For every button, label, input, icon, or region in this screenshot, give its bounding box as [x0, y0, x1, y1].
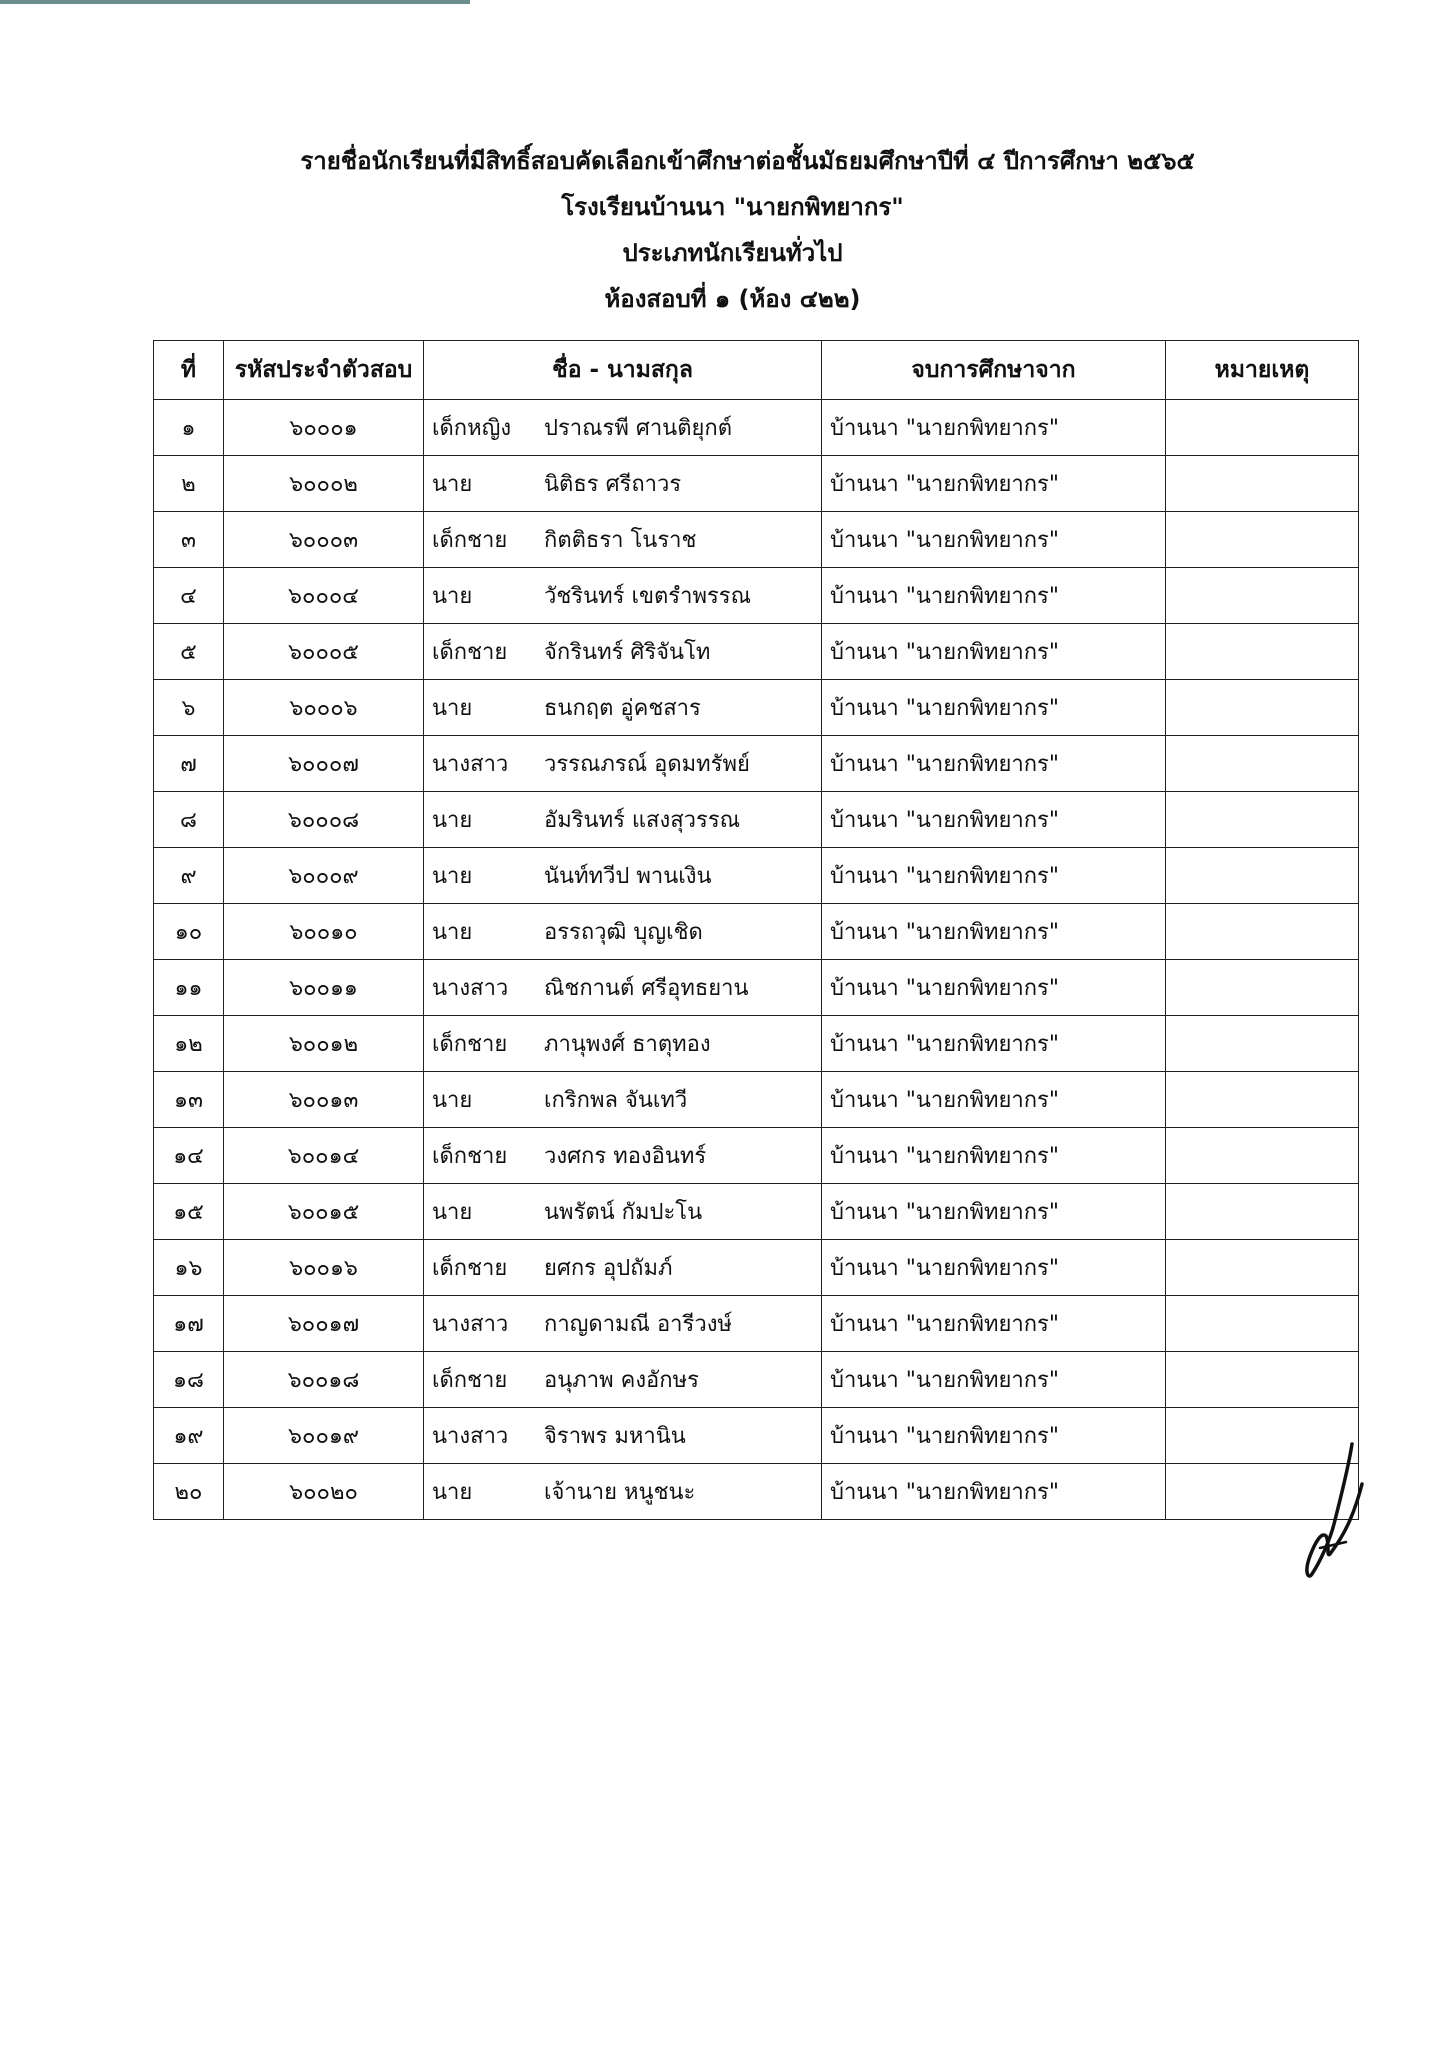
heading-title: รายชื่อนักเรียนที่มีสิทธิ์สอบคัดเลือกเข้าศึกษาต่อชั้นมัธยมศึกษาปีที่ ๔ ปีการศึกษา ๒๕๖๕ — [300, 147, 1195, 175]
heading-exam-room: ห้องสอบที่ ๑ (ห้อง ๔๒๒) — [604, 285, 861, 313]
table-row — [154, 960, 1359, 1016]
table-row — [154, 848, 1359, 904]
student-name-wrap — [432, 858, 821, 893]
name-prefix: เด็กชาย — [432, 1368, 508, 1393]
header-remark: หมายเหตุ — [1166, 341, 1359, 400]
table-row — [154, 1128, 1359, 1184]
table-row — [154, 1464, 1359, 1520]
student-name-cell — [424, 1128, 822, 1184]
student-name: ธนกฤต อู่คชสาร — [544, 696, 701, 721]
student-name-wrap — [432, 1474, 821, 1509]
student-name-cell — [424, 1240, 822, 1296]
previous-school: บ้านนา "นายกพิทยากร" — [822, 1016, 1166, 1072]
exam-code: ๖๐๐๑๙ — [224, 1408, 424, 1464]
exam-code: ๖๐๐๐๖ — [224, 680, 424, 736]
remark — [1166, 1016, 1359, 1072]
name-prefix: นาย — [432, 472, 473, 497]
previous-school: บ้านนา "นายกพิทยากร" — [822, 680, 1166, 736]
previous-school: บ้านนา "นายกพิทยากร" — [822, 960, 1166, 1016]
heading-category: ประเภทนักเรียนทั่วไป — [622, 239, 843, 267]
exam-code: ๖๐๐๐๓ — [224, 512, 424, 568]
remark — [1166, 848, 1359, 904]
student-name-wrap — [432, 578, 821, 613]
name-prefix: นาย — [432, 696, 473, 721]
student-name-wrap — [432, 522, 821, 557]
remark — [1166, 1072, 1359, 1128]
name-prefix: นางสาว — [432, 752, 509, 777]
exam-code: ๖๐๐๐๗ — [224, 736, 424, 792]
exam-code: ๖๐๐๑๕ — [224, 1184, 424, 1240]
exam-code: ๖๐๐๐๔ — [224, 568, 424, 624]
exam-code: ๖๐๐๑๘ — [224, 1352, 424, 1408]
previous-school: บ้านนา "นายกพิทยากร" — [822, 792, 1166, 848]
remark — [1166, 1128, 1359, 1184]
student-name-cell — [424, 1352, 822, 1408]
table-body — [154, 400, 1359, 1520]
student-name: วรรณภรณ์ อุดมทรัพย์ — [544, 752, 750, 777]
student-name-cell — [424, 792, 822, 848]
student-name: นิติธร ศรีถาวร — [544, 472, 682, 497]
name-prefix: นางสาว — [432, 976, 509, 1001]
student-name-cell — [424, 1184, 822, 1240]
student-name-wrap — [432, 1138, 821, 1173]
student-name: เกริกพล จันเทวี — [544, 1088, 688, 1113]
header-no: ที่ — [154, 341, 224, 400]
row-number: ๑ — [154, 400, 224, 456]
previous-school: บ้านนา "นายกพิทยากร" — [822, 456, 1166, 512]
student-name-cell — [424, 1464, 822, 1520]
name-prefix: นางสาว — [432, 1424, 509, 1449]
student-name: อัมรินทร์ แสงสุวรรณ — [544, 808, 741, 833]
table-row — [154, 568, 1359, 624]
row-number: ๒ — [154, 456, 224, 512]
student-name: อรรถวุฒิ บุญเชิด — [544, 920, 703, 945]
row-number: ๔ — [154, 568, 224, 624]
remark — [1166, 400, 1359, 456]
exam-code: ๖๐๐๑๐ — [224, 904, 424, 960]
name-prefix: นาย — [432, 864, 473, 889]
exam-code: ๖๐๐๑๓ — [224, 1072, 424, 1128]
student-name-wrap — [432, 1026, 821, 1061]
previous-school: บ้านนา "นายกพิทยากร" — [822, 1464, 1166, 1520]
name-prefix: เด็กชาย — [432, 1032, 508, 1057]
row-number: ๑๕ — [154, 1184, 224, 1240]
student-name-wrap — [432, 914, 821, 949]
exam-code: ๖๐๐๐๑ — [224, 400, 424, 456]
row-number: ๘ — [154, 792, 224, 848]
row-number: ๑๖ — [154, 1240, 224, 1296]
remark — [1166, 512, 1359, 568]
student-name: กิตติธรา โนราช — [544, 528, 697, 553]
row-number: ๑๘ — [154, 1352, 224, 1408]
row-number: ๕ — [154, 624, 224, 680]
student-name-wrap — [432, 970, 821, 1005]
student-name: ภานุพงศ์ ธาตุทอง — [544, 1032, 711, 1057]
exam-code: ๖๐๐๐๒ — [224, 456, 424, 512]
student-name: จิราพร มหานิน — [544, 1424, 686, 1449]
name-prefix: เด็กชาย — [432, 1256, 508, 1281]
table-row — [154, 400, 1359, 456]
heading-school: โรงเรียนบ้านนา "นายกพิทยากร" — [561, 193, 904, 221]
row-number: ๗ — [154, 736, 224, 792]
previous-school: บ้านนา "นายกพิทยากร" — [822, 512, 1166, 568]
remark — [1166, 680, 1359, 736]
exam-code: ๖๐๐๐๙ — [224, 848, 424, 904]
table-row — [154, 680, 1359, 736]
header-name: ชื่อ - นามสกุล — [424, 341, 822, 400]
remark — [1166, 904, 1359, 960]
previous-school: บ้านนา "นายกพิทยากร" — [822, 1296, 1166, 1352]
row-number: ๙ — [154, 848, 224, 904]
student-name: กาญดามณี อารีวงษ์ — [544, 1312, 732, 1337]
student-name-cell — [424, 1072, 822, 1128]
previous-school: บ้านนา "นายกพิทยากร" — [822, 1408, 1166, 1464]
student-name: ณิชกานต์ ศรีอุทธยาน — [544, 976, 749, 1001]
row-number: ๑๓ — [154, 1072, 224, 1128]
table-row — [154, 1408, 1359, 1464]
student-name-wrap — [432, 746, 821, 781]
remark — [1166, 1352, 1359, 1408]
name-prefix: นาย — [432, 1088, 473, 1113]
student-name: จักรินทร์ ศิริจันโท — [544, 640, 711, 665]
remark — [1166, 736, 1359, 792]
student-name-wrap — [432, 1418, 821, 1453]
previous-school: บ้านนา "นายกพิทยากร" — [822, 1184, 1166, 1240]
table-row — [154, 624, 1359, 680]
student-name-wrap — [432, 690, 821, 725]
exam-code: ๖๐๐๐๕ — [224, 624, 424, 680]
table-row — [154, 1072, 1359, 1128]
header-code: รหัสประจำตัวสอบ — [224, 341, 424, 400]
student-name-cell — [424, 736, 822, 792]
previous-school: บ้านนา "นายกพิทยากร" — [822, 1128, 1166, 1184]
remark — [1166, 456, 1359, 512]
row-number: ๑๒ — [154, 1016, 224, 1072]
previous-school: บ้านนา "นายกพิทยากร" — [822, 400, 1166, 456]
signature-icon — [1290, 1440, 1370, 1580]
name-prefix: เด็กชาย — [432, 528, 508, 553]
student-name: ปราณรพี ศานติยุกต์ — [544, 416, 732, 441]
table-row — [154, 1240, 1359, 1296]
table-row — [154, 792, 1359, 848]
student-name-wrap — [432, 1082, 821, 1117]
student-name-cell — [424, 1296, 822, 1352]
table-row — [154, 1184, 1359, 1240]
name-prefix: เด็กชาย — [432, 1144, 508, 1169]
remark — [1166, 1240, 1359, 1296]
name-prefix: เด็กชาย — [432, 640, 508, 665]
name-prefix: นาย — [432, 920, 473, 945]
student-name-cell — [424, 848, 822, 904]
student-name-wrap — [432, 1250, 821, 1285]
scan-edge-line — [0, 0, 470, 4]
exam-code: ๖๐๐๑๖ — [224, 1240, 424, 1296]
student-name-cell — [424, 624, 822, 680]
remark — [1166, 1296, 1359, 1352]
row-number: ๑๗ — [154, 1296, 224, 1352]
student-name-wrap — [432, 410, 821, 445]
student-name-wrap — [432, 802, 821, 837]
name-prefix: นาย — [432, 1200, 473, 1225]
student-name-wrap — [432, 1194, 821, 1229]
name-prefix: นางสาว — [432, 1312, 509, 1337]
document-heading — [0, 138, 1445, 322]
student-name-wrap — [432, 1362, 821, 1397]
row-number: ๑๙ — [154, 1408, 224, 1464]
table-row — [154, 904, 1359, 960]
table-row — [154, 512, 1359, 568]
student-name-cell — [424, 960, 822, 1016]
previous-school: บ้านนา "นายกพิทยากร" — [822, 736, 1166, 792]
row-number: ๖ — [154, 680, 224, 736]
student-name-cell — [424, 456, 822, 512]
student-name-wrap — [432, 1306, 821, 1341]
row-number: ๑๐ — [154, 904, 224, 960]
table-row — [154, 1352, 1359, 1408]
student-name-cell — [424, 568, 822, 624]
remark — [1166, 568, 1359, 624]
student-name-cell — [424, 1408, 822, 1464]
student-name: เจ้านาย หนูชนะ — [544, 1480, 696, 1505]
student-name-cell — [424, 1016, 822, 1072]
student-name-wrap — [432, 466, 821, 501]
previous-school: บ้านนา "นายกพิทยากร" — [822, 1072, 1166, 1128]
name-prefix: เด็กหญิง — [432, 416, 512, 441]
name-prefix: นาย — [432, 808, 473, 833]
row-number: ๑๔ — [154, 1128, 224, 1184]
row-number: ๓ — [154, 512, 224, 568]
student-name: วงศกร ทองอินทร์ — [544, 1144, 707, 1169]
previous-school: บ้านนา "นายกพิทยากร" — [822, 904, 1166, 960]
student-name-wrap — [432, 634, 821, 669]
exam-code: ๖๐๐๒๐ — [224, 1464, 424, 1520]
table-row — [154, 456, 1359, 512]
student-name: อนุภาพ คงอักษร — [544, 1368, 699, 1393]
student-name: นันท์ทวีป พานเงิน — [544, 864, 712, 889]
student-name-cell — [424, 400, 822, 456]
row-number: ๒๐ — [154, 1464, 224, 1520]
name-prefix: นาย — [432, 584, 473, 609]
student-name: นพรัตน์ กัมปะโน — [544, 1200, 703, 1225]
exam-code: ๖๐๐๑๗ — [224, 1296, 424, 1352]
student-roster-table — [153, 340, 1359, 1520]
student-name-cell — [424, 904, 822, 960]
previous-school: บ้านนา "นายกพิทยากร" — [822, 1352, 1166, 1408]
previous-school: บ้านนา "นายกพิทยากร" — [822, 1240, 1166, 1296]
table-row — [154, 736, 1359, 792]
remark — [1166, 792, 1359, 848]
student-name-cell — [424, 512, 822, 568]
previous-school: บ้านนา "นายกพิทยากร" — [822, 568, 1166, 624]
exam-code: ๖๐๐๐๘ — [224, 792, 424, 848]
student-name: วัชรินทร์ เขตรำพรรณ — [544, 584, 752, 609]
student-name: ยศกร อุปถัมภ์ — [544, 1256, 673, 1281]
previous-school: บ้านนา "นายกพิทยากร" — [822, 848, 1166, 904]
remark — [1166, 1184, 1359, 1240]
exam-code: ๖๐๐๑๒ — [224, 1016, 424, 1072]
student-name-cell — [424, 680, 822, 736]
exam-code: ๖๐๐๑๔ — [224, 1128, 424, 1184]
name-prefix: นาย — [432, 1480, 473, 1505]
exam-code: ๖๐๐๑๑ — [224, 960, 424, 1016]
row-number: ๑๑ — [154, 960, 224, 1016]
header-school: จบการศึกษาจาก — [822, 341, 1166, 400]
remark — [1166, 960, 1359, 1016]
table-row — [154, 1016, 1359, 1072]
remark — [1166, 624, 1359, 680]
table-header-row — [154, 341, 1359, 400]
table-row — [154, 1296, 1359, 1352]
previous-school: บ้านนา "นายกพิทยากร" — [822, 624, 1166, 680]
